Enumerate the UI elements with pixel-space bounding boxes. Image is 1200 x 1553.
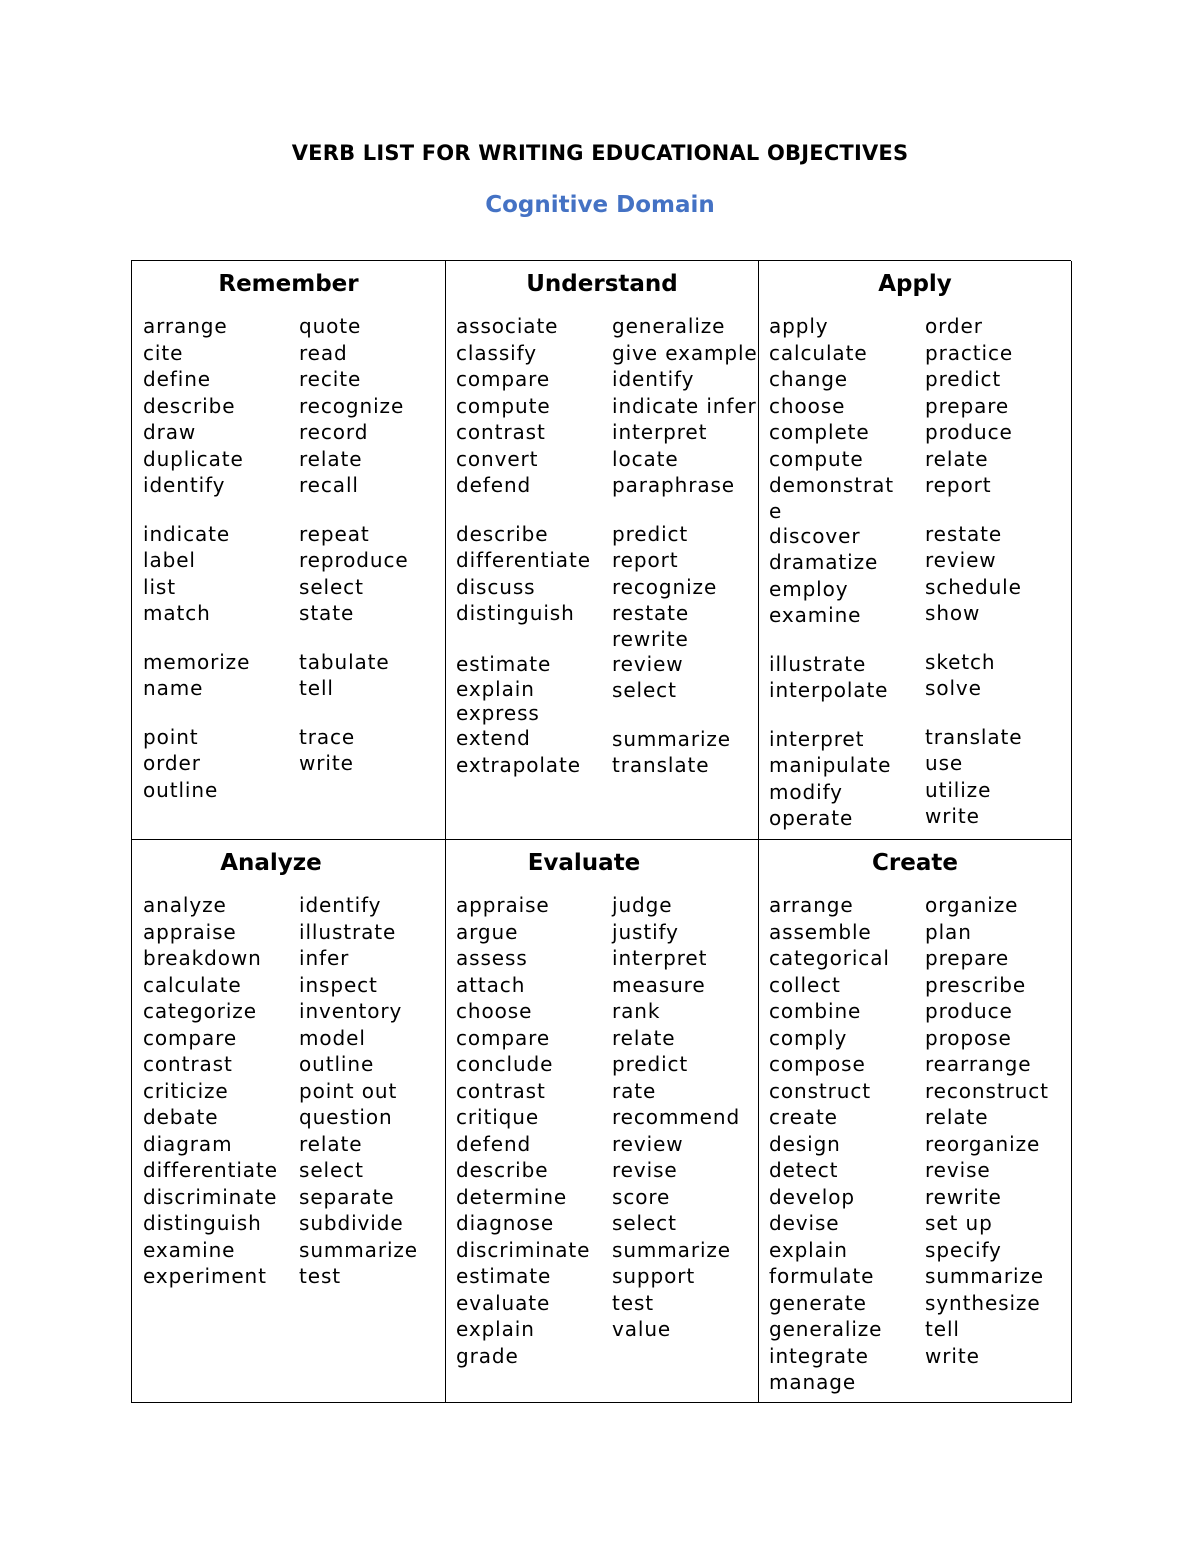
cell-evaluate (446, 840, 759, 1403)
verb-column-1 (456, 313, 591, 778)
verb-item: grade (456, 1343, 519, 1368)
verb-item: repeat (299, 521, 370, 546)
verb-item: argue (456, 919, 519, 944)
verb-item: demonstrat (769, 473, 894, 497)
verb-item: comply (769, 1025, 848, 1050)
verb-item: restate (925, 521, 1003, 546)
verb-item: duplicate (143, 446, 244, 471)
verb-item: contrast (143, 1052, 233, 1076)
verb-item: trace (299, 724, 356, 749)
verb-item: specify (925, 1237, 1002, 1262)
verb-item: extend (456, 726, 531, 750)
verb-item: select (612, 1211, 677, 1235)
verb-item: contrast (456, 420, 546, 444)
verb-item: cite (143, 340, 184, 365)
cell-understand (446, 261, 759, 840)
verb-item: predict (925, 367, 1002, 391)
cell-apply (759, 261, 1072, 840)
verb-item: order (925, 314, 983, 338)
verb-item: critique (456, 1105, 540, 1129)
verb-item: infer (299, 946, 350, 970)
verb-item: solve (925, 676, 982, 700)
verb-item: indicate infer (612, 393, 757, 418)
verb-item: change (769, 367, 849, 391)
verb-item: apply (769, 314, 829, 338)
verb-item: outline (299, 1052, 375, 1076)
verb-item: summarize (925, 1264, 1044, 1288)
spacer (456, 627, 591, 651)
verb-item: examine (143, 1237, 236, 1262)
verb-item: extrapolate (456, 752, 581, 777)
verb-item: predict (612, 521, 689, 546)
category-heading: Analyze (220, 850, 322, 876)
verb-item: operate (769, 806, 854, 830)
verb-item: defend (456, 473, 532, 497)
verb-item: construct (769, 1078, 872, 1103)
verb-item: produce (925, 420, 1013, 444)
verb-item: express (456, 701, 540, 725)
verb-item: categorize (143, 999, 257, 1023)
category-heading: Remember (218, 271, 359, 297)
verb-item: test (612, 1290, 655, 1315)
verb-item: recognize (612, 574, 718, 599)
cell-remember (132, 261, 446, 840)
verb-item: reorganize (925, 1131, 1041, 1156)
verb-column-1 (143, 892, 278, 1290)
verb-item: associate (456, 314, 559, 338)
verb-item: point out (299, 1078, 398, 1103)
verb-item: develop (769, 1184, 855, 1209)
verb-item: assess (456, 946, 528, 970)
verb-item: examine (769, 603, 862, 627)
verb-item: relate (925, 1105, 989, 1129)
verb-column-1 (456, 892, 590, 1369)
verb-item: choose (769, 393, 846, 418)
verb-item: interpret (769, 726, 865, 751)
verb-item: compare (143, 1025, 238, 1050)
verb-item: summarize (612, 726, 731, 751)
verb-item: prepare (925, 946, 1010, 970)
verb-item: combine (769, 999, 862, 1023)
verb-column-2 (612, 892, 740, 1343)
verb-item: describe (456, 1158, 549, 1182)
verb-item: calculate (769, 340, 868, 365)
verb-item: measure (612, 972, 706, 997)
verb-item: determine (456, 1184, 568, 1209)
verb-item: design (769, 1131, 841, 1156)
verb-item: give example (612, 340, 758, 365)
verb-item: categorical (769, 946, 890, 970)
verb-item: order (143, 751, 201, 775)
verb-item: e (769, 498, 783, 523)
verb-item: tell (925, 1317, 960, 1341)
verb-item: contrast (456, 1078, 546, 1103)
verb-column-1 (769, 313, 894, 832)
verb-item: appraise (456, 893, 550, 917)
verb-item: judge (612, 893, 673, 917)
verb-item: recognize (299, 393, 405, 418)
verb-item: discriminate (143, 1184, 278, 1209)
verb-item: practice (925, 340, 1014, 365)
verb-item: debate (143, 1105, 219, 1129)
verb-item: compute (456, 393, 551, 418)
verb-item: subdivide (299, 1211, 404, 1235)
verb-item: record (299, 420, 369, 444)
cell-create (759, 840, 1072, 1403)
verb-item: tell (299, 676, 334, 700)
verb-item: formulate (769, 1264, 875, 1288)
verb-item: discriminate (456, 1237, 591, 1262)
verb-item: propose (925, 1025, 1012, 1050)
verb-item: choose (456, 999, 533, 1023)
verb-item: rate (612, 1078, 657, 1103)
verb-item: point (143, 724, 199, 749)
verb-item: relate (299, 1131, 363, 1156)
verb-item: report (612, 548, 679, 572)
verb-item: relate (299, 446, 363, 471)
verb-item: diagnose (456, 1211, 555, 1235)
verb-item: manage (769, 1370, 857, 1394)
verb-item: prepare (925, 393, 1010, 418)
verb-item: translate (925, 724, 1023, 749)
verb-item: evaluate (456, 1290, 551, 1315)
verb-item: describe (456, 521, 549, 546)
verb-item: illustrate (769, 651, 867, 676)
verb-item: list (143, 574, 176, 599)
page-subtitle: Cognitive Domain (485, 192, 715, 218)
verb-item: compute (769, 446, 864, 471)
verb-item: inspect (299, 972, 378, 997)
verb-item: reproduce (299, 548, 409, 572)
verb-item: identify (299, 893, 382, 917)
verb-item: plan (925, 919, 972, 944)
verb-item: review (612, 651, 684, 676)
verb-item: differentiate (456, 548, 591, 572)
verb-item: select (612, 678, 677, 702)
verb-item: reconstruct (925, 1078, 1049, 1103)
verb-item: estimate (456, 651, 552, 676)
verb-item: recommend (612, 1105, 741, 1129)
verb-item: distinguish (143, 1211, 262, 1235)
verb-column-2 (612, 313, 758, 779)
verb-item: arrange (769, 893, 854, 917)
verb-item: justify (612, 919, 679, 944)
verb-item: assemble (769, 919, 872, 944)
verb-column-1 (143, 313, 250, 803)
verb-item: experiment (143, 1264, 267, 1288)
verb-item: explain (456, 1317, 535, 1341)
category-heading: Evaluate (527, 850, 641, 876)
verb-item: calculate (143, 972, 242, 997)
verb-item: identify (143, 473, 226, 497)
verb-item: manipulate (769, 753, 892, 777)
spacer (612, 704, 758, 726)
verb-item: summarize (612, 1237, 731, 1262)
verb-item: review (612, 1131, 684, 1156)
verb-item: generalize (612, 314, 726, 338)
verb-item: indicate (143, 521, 231, 546)
verb-item: outline (143, 777, 219, 802)
verb-column-2 (925, 892, 1049, 1369)
verb-item: value (612, 1317, 672, 1341)
verb-column-1 (769, 892, 890, 1396)
verb-column-2 (299, 892, 418, 1290)
verb-item: select (299, 574, 364, 599)
verb-item: schedule (925, 574, 1022, 599)
cell-analyze (132, 840, 446, 1403)
verb-item: test (299, 1264, 342, 1288)
verb-item: inventory (299, 999, 403, 1023)
verb-item: prescribe (925, 972, 1027, 997)
verb-item: question (299, 1105, 393, 1129)
verb-item: analyze (143, 893, 227, 917)
verb-item: state (299, 601, 355, 625)
verb-item: restate (612, 601, 690, 625)
verb-item: conclude (456, 1052, 554, 1076)
verb-column-2 (299, 313, 409, 777)
verb-item: quote (299, 314, 362, 338)
verb-item: model (299, 1025, 366, 1050)
verb-item: discover (769, 523, 861, 548)
verb-item: modify (769, 779, 843, 804)
verb-item: memorize (143, 649, 251, 674)
verb-item: create (769, 1105, 838, 1129)
verb-item: support (612, 1264, 696, 1288)
verb-item: attach (456, 972, 526, 997)
verb-item: match (143, 601, 211, 625)
verb-item: integrate (769, 1343, 869, 1368)
verb-item: classify (456, 340, 537, 365)
verb-item: score (612, 1184, 671, 1209)
verb-item: diagram (143, 1131, 233, 1156)
verb-item: defend (456, 1131, 532, 1156)
category-heading: Create (872, 850, 958, 876)
verb-item: rewrite (925, 1184, 1002, 1209)
verb-item: organize (925, 893, 1019, 917)
verb-item: generalize (769, 1317, 883, 1341)
verb-item: paraphrase (612, 473, 736, 497)
verb-item: interpolate (769, 678, 889, 702)
verb-item: collect (769, 972, 841, 997)
verb-item: illustrate (299, 919, 397, 944)
verb-item: estimate (456, 1264, 552, 1288)
verb-item: dramatize (769, 550, 879, 574)
verb-item: differentiate (143, 1158, 278, 1182)
verb-item: write (925, 1343, 980, 1368)
verb-item: discuss (456, 574, 536, 599)
verb-item: use (925, 751, 964, 775)
verb-item: translate (612, 753, 710, 777)
verb-item: detect (769, 1158, 839, 1182)
verb-item: revise (612, 1158, 678, 1182)
verb-item: compose (769, 1052, 866, 1076)
verb-item: employ (769, 576, 849, 601)
verb-item: sketch (925, 649, 996, 674)
verb-column-2 (925, 313, 1022, 830)
verb-item: utilize (925, 777, 992, 802)
verb-item: show (925, 601, 981, 625)
verb-item: criticize (143, 1078, 229, 1103)
verb-item: define (143, 367, 211, 391)
verb-item: rewrite (612, 626, 689, 651)
verb-item: write (925, 804, 980, 828)
verb-item: devise (769, 1211, 840, 1235)
verb-item: arrange (143, 314, 228, 338)
verb-item: select (299, 1158, 364, 1182)
verb-item: set up (925, 1211, 993, 1235)
category-heading: Understand (526, 271, 678, 297)
verb-item: locate (612, 446, 679, 471)
verb-item: relate (612, 1025, 676, 1050)
verb-item: complete (769, 420, 870, 444)
verb-item: appraise (143, 919, 237, 944)
verb-item: identify (612, 367, 695, 391)
verb-item: interpret (612, 946, 708, 970)
verb-item: compare (456, 367, 551, 391)
verb-item: read (299, 340, 348, 365)
verb-item: convert (456, 446, 539, 471)
page-title: VERB LIST FOR WRITING EDUCATIONAL OBJECTIVES (291, 141, 909, 165)
verb-item: explain (769, 1237, 848, 1262)
verb-item: generate (769, 1290, 867, 1315)
verb-item: compare (456, 1025, 551, 1050)
verb-item: describe (143, 393, 236, 418)
verb-item: predict (612, 1052, 689, 1076)
verb-item: name (143, 676, 204, 700)
verb-item: breakdown (143, 946, 262, 970)
verb-item: label (143, 548, 196, 572)
verb-item: revise (925, 1158, 991, 1182)
verb-item: rearrange (925, 1052, 1032, 1076)
verb-item: tabulate (299, 649, 390, 674)
verb-item: draw (143, 420, 197, 444)
verb-item: summarize (299, 1237, 418, 1262)
verb-item: rank (612, 999, 661, 1023)
verb-item: synthesize (925, 1290, 1041, 1315)
verb-item: relate (925, 446, 989, 471)
verb-item: review (925, 548, 997, 572)
verb-item: interpret (612, 420, 708, 444)
verb-item: explain (456, 677, 535, 701)
verb-item: recite (299, 367, 362, 391)
verb-item: write (299, 751, 354, 775)
verb-item: separate (299, 1184, 395, 1209)
verb-item: report (925, 473, 992, 497)
verb-item: recall (299, 473, 359, 497)
verb-table (131, 260, 1071, 1403)
verb-item: distinguish (456, 601, 575, 625)
verb-item: produce (925, 999, 1013, 1023)
category-heading: Apply (878, 271, 952, 297)
